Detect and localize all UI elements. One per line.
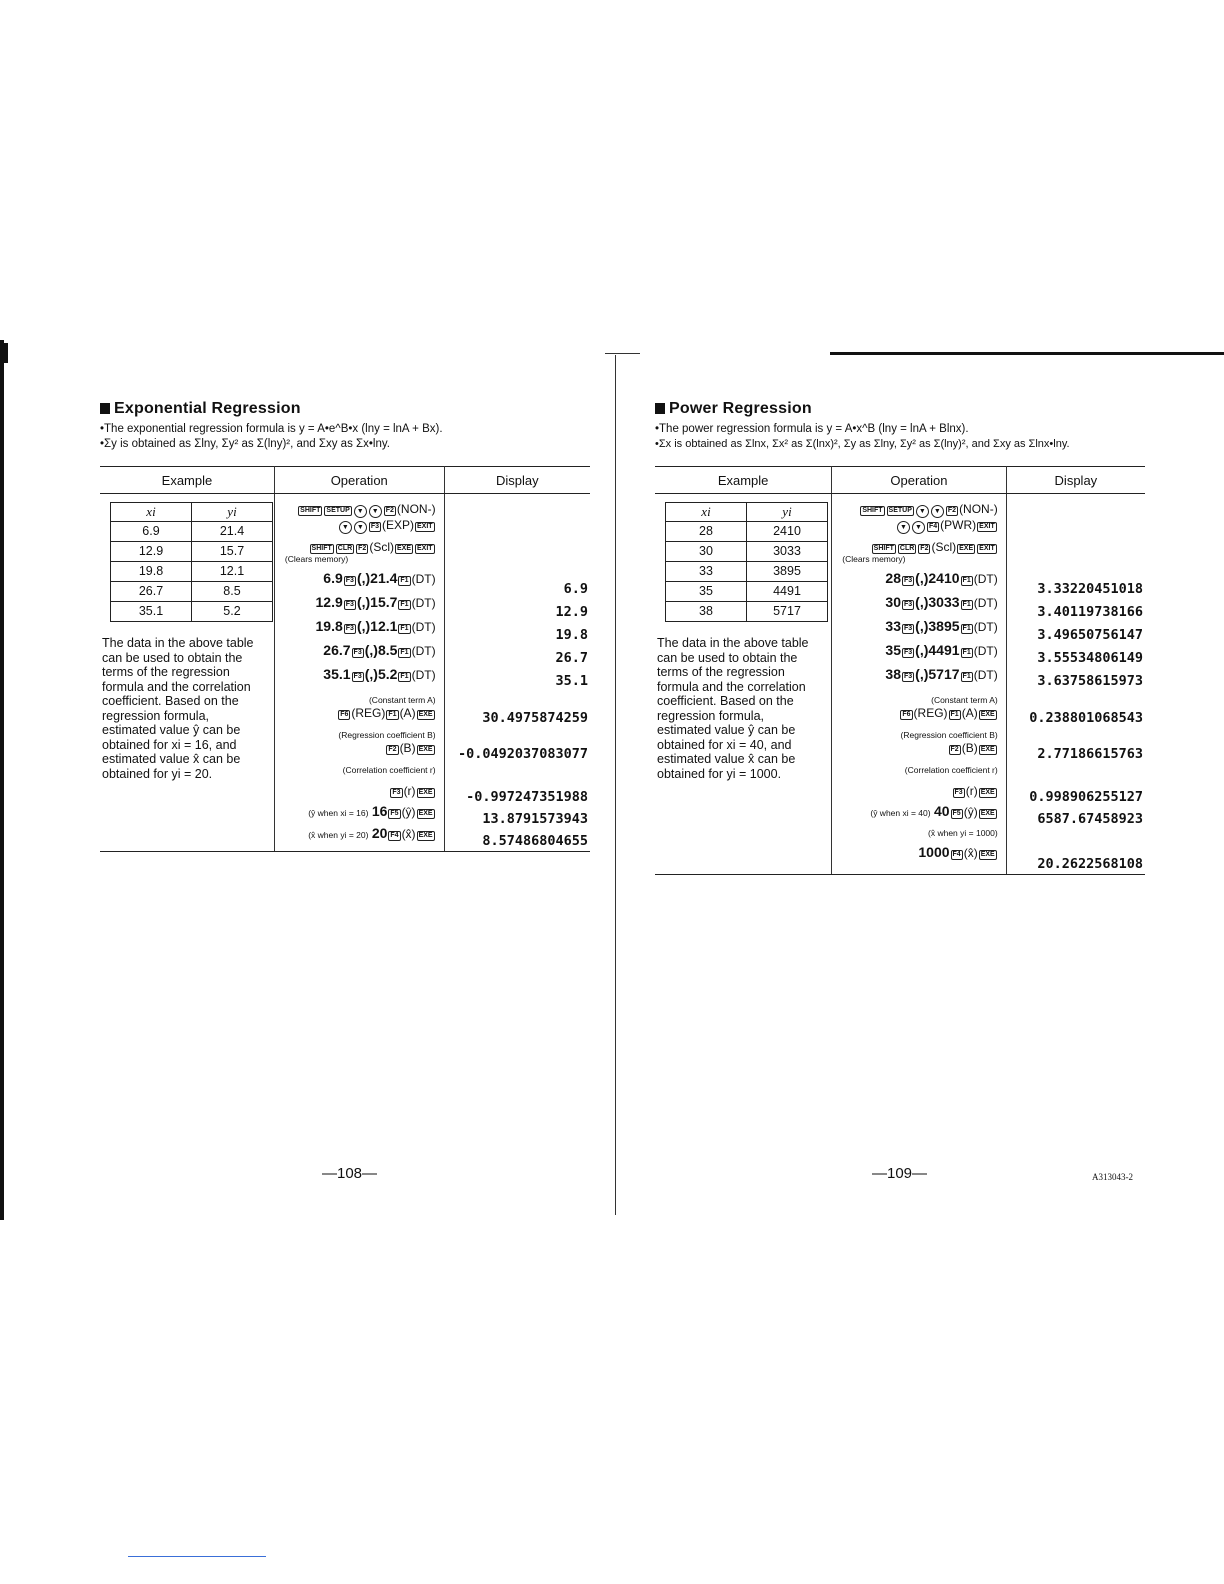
entry-y: 3895 (928, 618, 960, 634)
f2-key-icon: F2 (388, 746, 397, 753)
entry-x: 6.9 (323, 570, 343, 586)
f6-key-icon: F6 (340, 711, 349, 718)
down-arrow-icon: ▼ (369, 505, 382, 518)
sep-text: (,) (915, 618, 929, 634)
xhat-num: 20 (371, 825, 388, 841)
yhat-num: 40 (933, 803, 950, 819)
yhat-op (275, 804, 436, 820)
table-row (666, 522, 828, 542)
yhat-label: (ŷ when xi = 16) (308, 808, 369, 818)
dt-text: (DT) (411, 668, 436, 682)
f6-key-icon: F6 (902, 711, 911, 718)
entry-line (832, 641, 997, 661)
x-cell: 35.1 (111, 602, 192, 622)
xi-header: xi (666, 503, 747, 522)
coef-b-value: 2.77186615763 (1037, 746, 1143, 762)
section-title (100, 400, 590, 418)
f5-key-icon: F5 (390, 810, 399, 817)
setup-text-3: (Scl) (369, 540, 394, 554)
dt-text: (DT) (411, 644, 436, 658)
yhat-num: 16 (371, 803, 388, 819)
f3-key-icon: F3 (904, 601, 913, 608)
display-value: 3.33220451018 (1037, 581, 1143, 597)
setup-line-1 (275, 502, 436, 518)
table-row (111, 582, 273, 602)
left-page (100, 400, 590, 852)
entry-y: 5.2 (377, 666, 398, 682)
dt-text: (DT) (411, 572, 436, 586)
entry-line (832, 593, 997, 613)
y-cell: 5.2 (192, 602, 273, 622)
exe-key-icon: EXE (418, 810, 433, 817)
down-arrow-icon: ▼ (916, 505, 929, 518)
entry-x: 33 (885, 618, 901, 634)
y-cell: 2410 (747, 522, 828, 542)
display-value: 12.9 (555, 604, 588, 620)
sep-text: (,) (915, 570, 929, 586)
gutter-line (615, 355, 616, 1215)
example-table (655, 466, 1145, 875)
exe-key-icon: EXE (980, 851, 995, 858)
table-row (111, 522, 273, 542)
doc-code: A313043-2 (1092, 1172, 1133, 1182)
coef-b-op (832, 741, 997, 755)
f1-key-icon: F1 (400, 673, 409, 680)
table-row (666, 562, 828, 582)
f4-key-icon: F4 (928, 523, 938, 530)
coef-b-label: (Regression coefficient B) (900, 730, 998, 740)
y-cell: 12.1 (192, 562, 273, 582)
section-title (655, 400, 1145, 418)
x-cell: 33 (666, 562, 747, 582)
coef-b-label: (Regression coefficient B) (338, 730, 436, 740)
sep-text: (,) (356, 594, 371, 610)
header-display: Display (1006, 467, 1145, 494)
yhat-label: (ŷ when xi = 40) (870, 808, 931, 818)
f3-key-icon: F3 (353, 649, 362, 656)
f3-key-icon: F3 (345, 625, 354, 632)
r-text: (r) (403, 784, 416, 798)
down-arrow-icon: ▼ (931, 505, 944, 518)
f3-key-icon: F3 (353, 673, 362, 680)
display-value: 19.8 (555, 627, 588, 643)
y-cell: 5717 (747, 602, 828, 622)
dt-text: (DT) (973, 572, 998, 586)
entry-y: 2410 (928, 570, 960, 586)
table-row (666, 542, 828, 562)
exit-key-icon: EXIT (979, 545, 995, 552)
xhat-label: (x̂ when yi = 1000) (928, 828, 998, 838)
y-cell: 8.5 (192, 582, 273, 602)
yhat-value: 6587.67458923 (1037, 811, 1143, 827)
f3-key-icon: F3 (904, 625, 913, 632)
f2-key-icon: F2 (920, 545, 929, 552)
description-text: The data in the above table can be used to obtain the terms of the regression formula and the correlation coefficient. Based on the regression formula, estimated value ŷ can be obtained for xi = 16, and estimated value x̂ can be obtained for yi = 20. (102, 636, 254, 781)
f1-key-icon: F1 (950, 711, 959, 718)
x-cell: 26.7 (111, 582, 192, 602)
exit-key-icon: EXIT (979, 523, 995, 530)
xi-header: xi (111, 503, 192, 522)
setup-text-1: (NON-) (396, 502, 436, 516)
xhat-label: (x̂ when yi = 20) (308, 830, 369, 840)
xhat-text: (x̂) (963, 846, 978, 860)
entry-x: 35.1 (323, 666, 351, 682)
y-cell: 3895 (747, 562, 828, 582)
y-cell: 3033 (747, 542, 828, 562)
operation-cell (832, 494, 1006, 875)
sep-text: (,) (364, 666, 378, 682)
reg-text: (REG) (351, 706, 386, 720)
reg-text: (REG) (913, 706, 948, 720)
gutter-mark (605, 353, 640, 354)
sep-text: (,) (915, 666, 929, 682)
setup-line-3 (832, 540, 997, 554)
y-cell: 4491 (747, 582, 828, 602)
sep-text: (,) (915, 594, 929, 610)
right-top-rule (830, 352, 1224, 355)
exe-key-icon: EXE (980, 711, 995, 718)
bullet-square-icon (655, 403, 665, 414)
section-title-text: Exponential Regression (114, 400, 301, 417)
x-cell: 38 (666, 602, 747, 622)
entry-y: 3033 (928, 594, 960, 610)
header-operation: Operation (274, 467, 444, 494)
down-arrow-icon: ▼ (897, 521, 910, 534)
f1-key-icon: F1 (962, 673, 971, 680)
clr-key-icon: CLR (899, 545, 915, 552)
display-value: 6.9 (563, 581, 588, 597)
table-row (666, 582, 828, 602)
f1-key-icon: F1 (388, 711, 397, 718)
dt-text: (DT) (973, 620, 998, 634)
setup-key-icon: SETUP (888, 507, 912, 514)
display-cell (1006, 494, 1145, 875)
page-number-left: —108— (322, 1165, 378, 1182)
display-cell (444, 494, 590, 852)
xhat-value: 8.57486804655 (482, 833, 588, 849)
x-cell: 19.8 (111, 562, 192, 582)
exe-key-icon: EXE (418, 832, 433, 839)
setup-line-3 (275, 540, 436, 554)
x-cell: 35 (666, 582, 747, 602)
f1-key-icon: F1 (962, 625, 971, 632)
x-cell: 12.9 (111, 542, 192, 562)
bullet-square-icon (100, 403, 110, 414)
sep-text: (,) (915, 642, 929, 658)
sep-text: (,) (364, 642, 378, 658)
header-example: Example (100, 467, 274, 494)
entry-y: 4491 (928, 642, 960, 658)
f4-key-icon: F4 (390, 832, 399, 839)
f1-key-icon: F1 (400, 649, 409, 656)
sep-text: (,) (356, 570, 371, 586)
f1-key-icon: F1 (400, 577, 409, 584)
f2-key-icon: F2 (947, 507, 957, 514)
shift-key-icon: SHIFT (873, 545, 894, 552)
example-cell (655, 494, 832, 875)
f2-key-icon: F2 (950, 746, 959, 753)
xhat-op (275, 826, 436, 842)
entry-y: 21.4 (370, 570, 398, 586)
f4-key-icon: F4 (952, 851, 961, 858)
f3-key-icon: F3 (345, 601, 354, 608)
corr-op (275, 784, 436, 798)
exe-key-icon: EXE (418, 711, 433, 718)
clears-memory-note: (Clears memory) (842, 554, 906, 564)
f1-key-icon: F1 (962, 577, 971, 584)
entry-line (832, 569, 997, 589)
setup-text-2: (EXP) (382, 518, 415, 532)
down-arrow-icon: ▼ (354, 521, 367, 534)
dt-text: (DT) (973, 644, 998, 658)
left-edge-tick (4, 343, 8, 363)
dt-text: (DT) (411, 596, 436, 610)
entry-line (832, 617, 997, 637)
entry-y: 15.7 (370, 594, 398, 610)
y-cell: 15.7 (192, 542, 273, 562)
exit-key-icon: EXIT (417, 523, 433, 530)
entry-x: 35 (885, 642, 901, 658)
yhat-value: 13.8791573943 (482, 811, 588, 827)
dt-text: (DT) (973, 596, 998, 610)
const-a-op (832, 706, 997, 720)
f3-key-icon: F3 (392, 789, 401, 796)
exe-key-icon: EXE (397, 545, 412, 552)
clr-key-icon: CLR (337, 545, 353, 552)
yi-header: yi (192, 503, 273, 522)
header-operation: Operation (832, 467, 1006, 494)
entry-x: 28 (885, 570, 901, 586)
entry-x: 30 (885, 594, 901, 610)
corr-op (832, 784, 997, 798)
f3-key-icon: F3 (370, 523, 379, 530)
setup-line-2 (275, 518, 436, 534)
entry-line (275, 641, 436, 661)
corr-value: 0.998906255127 (1029, 789, 1143, 805)
table-row (111, 542, 273, 562)
down-arrow-icon: ▼ (912, 521, 925, 534)
dt-text: (DT) (411, 620, 436, 634)
exit-key-icon: EXIT (417, 545, 433, 552)
table-row (111, 602, 273, 622)
corr-value: -0.997247351988 (466, 789, 588, 805)
setup-line-1 (832, 502, 997, 518)
bottom-link-line (128, 1556, 266, 1557)
page-number-right: —109— (872, 1165, 928, 1182)
const-a-op (275, 706, 436, 720)
entry-x: 12.9 (315, 594, 343, 610)
data-table (110, 502, 273, 622)
entry-line (275, 617, 436, 637)
header-display: Display (444, 467, 590, 494)
f2-key-icon: F2 (358, 545, 367, 552)
x-cell: 6.9 (111, 522, 192, 542)
coef-b-value: -0.0492037083077 (457, 746, 588, 762)
display-value: 3.49650756147 (1037, 627, 1143, 643)
entry-x: 19.8 (315, 618, 343, 634)
dt-text: (DT) (973, 668, 998, 682)
entry-y: 5717 (928, 666, 960, 682)
entry-line (832, 665, 997, 685)
yhat-op (832, 804, 997, 820)
display-value: 3.63758615973 (1037, 673, 1143, 689)
f2-key-icon: F2 (385, 507, 394, 514)
xhat-value: 20.2622568108 (1037, 856, 1143, 872)
sum-bullet: •Σy is obtained as Σlny, Σy² as Σ(lny)², and Σxy as Σx•lny. (100, 438, 390, 450)
entry-line (275, 569, 436, 589)
operation-cell (274, 494, 444, 852)
display-value: 3.55534806149 (1037, 650, 1143, 666)
const-a-value: 30.4975874259 (482, 710, 588, 726)
f1-key-icon: F1 (400, 625, 409, 632)
f3-key-icon: F3 (904, 673, 913, 680)
example-table (100, 466, 590, 852)
exe-key-icon: EXE (980, 810, 995, 817)
right-page (655, 400, 1145, 875)
f3-key-icon: F3 (904, 649, 913, 656)
shift-key-icon: SHIFT (862, 507, 883, 514)
const-a-label: (Constant term A) (368, 695, 436, 705)
f1-key-icon: F1 (400, 601, 409, 608)
sep-text: (,) (356, 618, 371, 634)
entry-line (275, 593, 436, 613)
x-cell: 28 (666, 522, 747, 542)
f3-key-icon: F3 (954, 789, 963, 796)
y-cell: 21.4 (192, 522, 273, 542)
exe-key-icon: EXE (418, 789, 433, 796)
corr-label: (Correlation coefficient r) (904, 765, 998, 775)
formula-bullet: •The exponential regression formula is y = A•e^B•x (lny = lnA + Bx). (100, 423, 443, 435)
xhat-num: 1000 (918, 844, 950, 860)
entry-x: 26.7 (323, 642, 351, 658)
setup-text-3: (Scl) (931, 540, 957, 554)
exe-key-icon: EXE (418, 746, 433, 753)
entry-y: 12.1 (370, 618, 398, 634)
setup-line-2 (832, 518, 997, 534)
yhat-text: (ŷ) (401, 805, 416, 819)
x-cell: 30 (666, 542, 747, 562)
f1-key-icon: F1 (962, 649, 971, 656)
display-value: 3.40119738166 (1037, 604, 1143, 620)
const-a-value: 0.238801068543 (1029, 710, 1143, 726)
a-text: (A) (399, 706, 416, 720)
yi-header: yi (747, 503, 828, 522)
b-text: (B) (961, 741, 978, 755)
data-table (665, 502, 828, 622)
display-value: 35.1 (555, 673, 588, 689)
yhat-text: (ŷ) (963, 805, 978, 819)
f1-key-icon: F1 (962, 601, 971, 608)
clears-memory-note: (Clears memory) (284, 554, 349, 564)
table-row (666, 602, 828, 622)
exe-key-icon: EXE (959, 545, 974, 552)
down-arrow-icon: ▼ (354, 505, 367, 518)
sum-bullet: •Σx is obtained as Σlnx, Σx² as Σ(lnx)², Σy as Σlny, Σy² as Σ(lny)², and Σxy as Σlnx•lny. (655, 438, 1070, 450)
shift-key-icon: SHIFT (300, 507, 321, 514)
setup-key-icon: SETUP (326, 507, 350, 514)
const-a-label: (Constant term A) (931, 695, 998, 705)
xhat-text: (x̂) (401, 827, 416, 841)
corr-label: (Correlation coefficient r) (342, 765, 436, 775)
xhat-op (832, 843, 997, 863)
table-row (111, 562, 273, 582)
f3-key-icon: F3 (345, 577, 354, 584)
display-value: 26.7 (555, 650, 588, 666)
r-text: (r) (965, 784, 978, 798)
setup-text-2: (PWR) (940, 518, 977, 532)
a-text: (A) (961, 706, 978, 720)
coef-b-op (275, 741, 436, 755)
shift-key-icon: SHIFT (311, 545, 332, 552)
entry-x: 38 (885, 666, 901, 682)
b-text: (B) (399, 741, 416, 755)
description-text: The data in the above table can be used to obtain the terms of the regression formula and the correlation coefficient. Based on the regression formula, estimated value ŷ can be obtained for xi = 40, and estimated value x̂ can be obtained for yi = 1000. (657, 636, 809, 781)
entry-y: 8.5 (377, 642, 398, 658)
exe-key-icon: EXE (980, 746, 995, 753)
left-edge-bar (0, 340, 4, 1220)
section-title-text: Power Regression (669, 400, 812, 417)
example-cell (100, 494, 274, 852)
formula-bullet: •The power regression formula is y = A•x^B (lny = lnA + Blnx). (655, 423, 969, 435)
f5-key-icon: F5 (952, 810, 961, 817)
f3-key-icon: F3 (904, 577, 913, 584)
down-arrow-icon: ▼ (339, 521, 352, 534)
exe-key-icon: EXE (980, 789, 995, 796)
header-example: Example (655, 467, 832, 494)
setup-text-1: (NON-) (959, 502, 998, 516)
entry-line (275, 665, 436, 685)
